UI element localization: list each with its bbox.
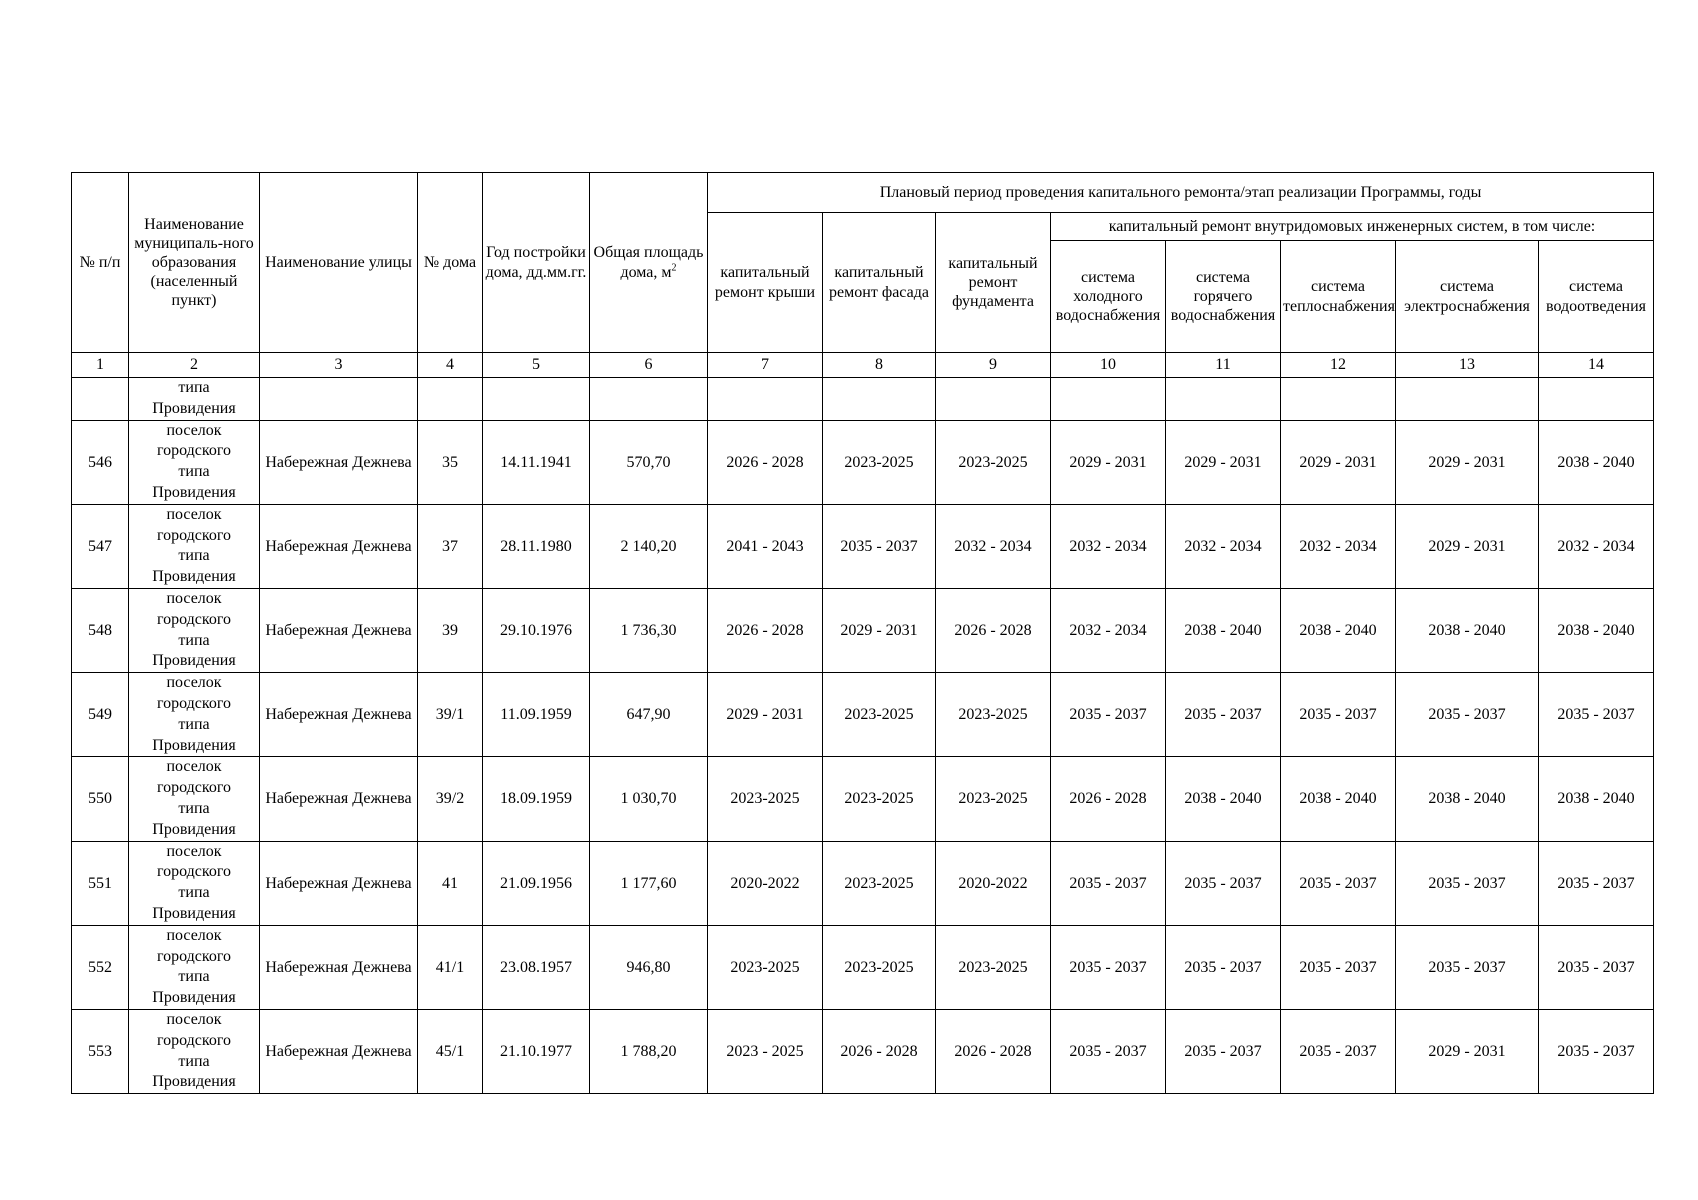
cell-total-area: 1 030,70 (590, 757, 708, 841)
cell-facade-repair: 2023-2025 (823, 925, 936, 1009)
municipality-line: городского (156, 1031, 232, 1049)
municipality-line: городского (156, 610, 232, 628)
cell-hot-water: 2032 - 2034 (1166, 504, 1281, 588)
cell-sewer: 2035 - 2037 (1539, 1009, 1654, 1093)
continuation-cell (72, 378, 129, 421)
cell-foundation-repair: 2032 - 2034 (936, 504, 1051, 588)
cell-total-area: 1 177,60 (590, 841, 708, 925)
cell-facade-repair: 2023-2025 (823, 841, 936, 925)
cell-cold-water: 2032 - 2034 (1051, 504, 1166, 588)
header-total-area (590, 173, 708, 353)
cell-total-area: 647,90 (590, 673, 708, 757)
municipality-line: типа (178, 968, 210, 986)
municipality-line: Провидения (152, 399, 236, 417)
cell-total-area: 946,80 (590, 925, 708, 1009)
cell-hot-water: 2035 - 2037 (1166, 673, 1281, 757)
municipality-line: типа (178, 715, 210, 733)
cell-build-year: 18.09.1959 (483, 757, 590, 841)
header-cold-water: система холодного водоснабжения (1051, 241, 1166, 353)
cell-electric: 2029 - 2031 (1396, 420, 1539, 504)
cell-sewer: 2038 - 2040 (1539, 757, 1654, 841)
cell-heating: 2032 - 2034 (1281, 504, 1396, 588)
header-no: № п/п (72, 173, 129, 353)
cell-roof-repair: 2041 - 2043 (708, 504, 823, 588)
municipality-line: Провидения (152, 652, 236, 670)
cell-house-number: 45/1 (418, 1009, 483, 1093)
cell-sewer: 2035 - 2037 (1539, 673, 1654, 757)
cell-hot-water: 2038 - 2040 (1166, 757, 1281, 841)
cell-foundation-repair: 2023-2025 (936, 925, 1051, 1009)
cell-roof-repair: 2023-2025 (708, 925, 823, 1009)
header-total-area-superscript: 2 (671, 262, 677, 274)
column-number: 12 (1281, 353, 1396, 378)
municipality-line: городского (156, 442, 232, 460)
continuation-cell (418, 378, 483, 421)
cell-total-area: 570,70 (590, 420, 708, 504)
cell-cold-water: 2029 - 2031 (1051, 420, 1166, 504)
cell-roof-repair: 2026 - 2028 (708, 420, 823, 504)
column-number: 11 (1166, 353, 1281, 378)
column-number: 14 (1539, 353, 1654, 378)
cell-house-number: 41 (418, 841, 483, 925)
cell-row-number: 548 (72, 588, 129, 672)
cell-hot-water: 2035 - 2037 (1166, 1009, 1281, 1093)
cell-foundation-repair: 2023-2025 (936, 757, 1051, 841)
continuation-cell (823, 378, 936, 421)
continuation-cell (590, 378, 708, 421)
municipality-line: типа (178, 631, 210, 649)
cell-roof-repair: 2026 - 2028 (708, 588, 823, 672)
column-number: 3 (260, 353, 418, 378)
municipality-line: поселок (166, 926, 222, 944)
continuation-cell (936, 378, 1051, 421)
cell-municipality (129, 420, 260, 504)
cell-street: Набережная Дежнева (260, 673, 418, 757)
cell-total-area: 2 140,20 (590, 504, 708, 588)
municipality-line: поселок (166, 758, 222, 776)
cell-cold-water: 2035 - 2037 (1051, 925, 1166, 1009)
continuation-cell (260, 378, 418, 421)
column-number: 4 (418, 353, 483, 378)
cell-hot-water: 2038 - 2040 (1166, 588, 1281, 672)
cell-foundation-repair: 2026 - 2028 (936, 588, 1051, 672)
cell-row-number: 549 (72, 673, 129, 757)
cell-facade-repair: 2023-2025 (823, 757, 936, 841)
cell-municipality (129, 757, 260, 841)
column-number: 2 (129, 353, 260, 378)
header-total-area-label: Общая площадь дома, м (593, 244, 704, 281)
header-house-number: № дома (418, 173, 483, 353)
header-facade-repair: капитальный ремонт фасада (823, 213, 936, 353)
cell-house-number: 39/1 (418, 673, 483, 757)
municipality-line: Провидения (152, 989, 236, 1007)
cell-foundation-repair: 2023-2025 (936, 420, 1051, 504)
municipality-line: городского (156, 779, 232, 797)
table-row (72, 504, 1654, 588)
cell-total-area: 1 736,30 (590, 588, 708, 672)
cell-facade-repair: 2035 - 2037 (823, 504, 936, 588)
municipality-line: поселок (166, 674, 222, 692)
header-hot-water: система горячего водоснабжения (1166, 241, 1281, 353)
municipality-line: Провидения (152, 568, 236, 586)
table-row (72, 1009, 1654, 1093)
cell-municipality (129, 841, 260, 925)
municipality-line: Провидения (152, 483, 236, 501)
cell-street: Набережная Дежнева (260, 420, 418, 504)
cell-street: Набережная Дежнева (260, 1009, 418, 1093)
cell-foundation-repair: 2020-2022 (936, 841, 1051, 925)
cell-build-year: 23.08.1957 (483, 925, 590, 1009)
cell-foundation-repair: 2026 - 2028 (936, 1009, 1051, 1093)
cell-heating: 2038 - 2040 (1281, 757, 1396, 841)
cell-facade-repair: 2026 - 2028 (823, 1009, 936, 1093)
cell-sewer: 2032 - 2034 (1539, 504, 1654, 588)
cell-row-number: 552 (72, 925, 129, 1009)
header-foundation-repair: капитальный ремонт фундамента (936, 213, 1051, 353)
cell-hot-water: 2035 - 2037 (1166, 925, 1281, 1009)
continuation-cell (1051, 378, 1166, 421)
column-number: 10 (1051, 353, 1166, 378)
cell-roof-repair: 2023 - 2025 (708, 1009, 823, 1093)
cell-hot-water: 2029 - 2031 (1166, 420, 1281, 504)
municipality-line: поселок (166, 421, 222, 439)
continuation-cell (483, 378, 590, 421)
cell-heating: 2035 - 2037 (1281, 673, 1396, 757)
table-row (72, 757, 1654, 841)
cell-cold-water: 2035 - 2037 (1051, 673, 1166, 757)
table-row (72, 420, 1654, 504)
municipality-line: типа (178, 379, 210, 396)
cell-house-number: 39 (418, 588, 483, 672)
cell-hot-water: 2035 - 2037 (1166, 841, 1281, 925)
cell-street: Набережная Дежнева (260, 925, 418, 1009)
cell-heating: 2035 - 2037 (1281, 841, 1396, 925)
cell-municipality (129, 504, 260, 588)
capital-repair-table (71, 172, 1654, 1094)
municipality-line: типа (178, 547, 210, 565)
municipality-line: типа (178, 463, 210, 481)
continuation-cell (1166, 378, 1281, 421)
municipality-line: типа (178, 884, 210, 902)
cell-foundation-repair: 2023-2025 (936, 673, 1051, 757)
cell-heating: 2035 - 2037 (1281, 1009, 1396, 1093)
cell-electric: 2029 - 2031 (1396, 504, 1539, 588)
cell-cold-water: 2026 - 2028 (1051, 757, 1166, 841)
cell-facade-repair: 2023-2025 (823, 673, 936, 757)
header-roof-repair: капитальный ремонт крыши (708, 213, 823, 353)
header-row-main (72, 173, 1654, 213)
continuation-row (72, 378, 1654, 421)
cell-heating: 2038 - 2040 (1281, 588, 1396, 672)
cell-sewer: 2035 - 2037 (1539, 925, 1654, 1009)
municipality-line: городского (156, 694, 232, 712)
cell-row-number: 550 (72, 757, 129, 841)
municipality-line: городского (156, 863, 232, 881)
municipality-line: городского (156, 947, 232, 965)
header-electric: система электроснабжения (1396, 241, 1539, 353)
header-street: Наименование улицы (260, 173, 418, 353)
cell-facade-repair: 2029 - 2031 (823, 588, 936, 672)
cell-house-number: 41/1 (418, 925, 483, 1009)
cell-street: Набережная Дежнева (260, 504, 418, 588)
cell-electric: 2038 - 2040 (1396, 588, 1539, 672)
cell-street: Набережная Дежнева (260, 757, 418, 841)
cell-build-year: 21.10.1977 (483, 1009, 590, 1093)
table-row (72, 841, 1654, 925)
column-number: 9 (936, 353, 1051, 378)
column-number: 5 (483, 353, 590, 378)
cell-build-year: 14.11.1941 (483, 420, 590, 504)
cell-row-number: 553 (72, 1009, 129, 1093)
cell-roof-repair: 2023-2025 (708, 757, 823, 841)
cell-electric: 2038 - 2040 (1396, 757, 1539, 841)
cell-row-number: 547 (72, 504, 129, 588)
municipality-line: поселок (166, 589, 222, 607)
municipality-line: Провидения (152, 904, 236, 922)
cell-build-year: 21.09.1956 (483, 841, 590, 925)
continuation-cell (708, 378, 823, 421)
cell-roof-repair: 2020-2022 (708, 841, 823, 925)
cell-total-area: 1 788,20 (590, 1009, 708, 1093)
municipality-line: типа (178, 1052, 210, 1070)
cell-electric: 2035 - 2037 (1396, 925, 1539, 1009)
column-number: 8 (823, 353, 936, 378)
cell-electric: 2029 - 2031 (1396, 1009, 1539, 1093)
column-number: 6 (590, 353, 708, 378)
table-row (72, 925, 1654, 1009)
municipality-line: Провидения (152, 736, 236, 754)
cell-facade-repair: 2023-2025 (823, 420, 936, 504)
cell-cold-water: 2032 - 2034 (1051, 588, 1166, 672)
table-row (72, 673, 1654, 757)
cell-municipality (129, 588, 260, 672)
municipality-line: Провидения (152, 820, 236, 838)
header-sewer: система водоотведения (1539, 241, 1654, 353)
cell-house-number: 39/2 (418, 757, 483, 841)
cell-street: Набережная Дежнева (260, 841, 418, 925)
header-planned-period: Плановый период проведения капитального ремонта/этап реализации Программы, годы (708, 173, 1654, 213)
cell-cold-water: 2035 - 2037 (1051, 841, 1166, 925)
table-body (72, 378, 1654, 1094)
cell-row-number: 551 (72, 841, 129, 925)
municipality-line: поселок (166, 1010, 222, 1028)
column-number: 1 (72, 353, 129, 378)
municipality-line: поселок (166, 505, 222, 523)
column-number-row (72, 353, 1654, 378)
municipality-line: типа (178, 799, 210, 817)
cell-build-year: 11.09.1959 (483, 673, 590, 757)
continuation-cell (1539, 378, 1654, 421)
cell-municipality (129, 673, 260, 757)
cell-heating: 2035 - 2037 (1281, 925, 1396, 1009)
cell-row-number: 546 (72, 420, 129, 504)
continuation-cell (1281, 378, 1396, 421)
cell-house-number: 35 (418, 420, 483, 504)
municipality-line: поселок (166, 842, 222, 860)
cell-sewer: 2035 - 2037 (1539, 841, 1654, 925)
column-number: 13 (1396, 353, 1539, 378)
header-engineering-systems: капитальный ремонт внутридомовых инженерных систем, в том числе: (1051, 213, 1654, 241)
continuation-municipality (129, 378, 260, 421)
header-build-year: Год постройки дома, дд.мм.гг. (483, 173, 590, 353)
cell-sewer: 2038 - 2040 (1539, 588, 1654, 672)
cell-municipality (129, 1009, 260, 1093)
cell-heating: 2029 - 2031 (1281, 420, 1396, 504)
cell-build-year: 29.10.1976 (483, 588, 590, 672)
cell-house-number: 37 (418, 504, 483, 588)
header-municipality: Наименование муниципаль-ного образования (населенный пункт) (129, 173, 260, 353)
cell-electric: 2035 - 2037 (1396, 673, 1539, 757)
cell-build-year: 28.11.1980 (483, 504, 590, 588)
table-row (72, 588, 1654, 672)
cell-sewer: 2038 - 2040 (1539, 420, 1654, 504)
cell-street: Набережная Дежнева (260, 588, 418, 672)
column-number: 7 (708, 353, 823, 378)
continuation-cell (1396, 378, 1539, 421)
cell-electric: 2035 - 2037 (1396, 841, 1539, 925)
municipality-line: городского (156, 526, 232, 544)
cell-cold-water: 2035 - 2037 (1051, 1009, 1166, 1093)
cell-municipality (129, 925, 260, 1009)
municipality-line: Провидения (152, 1073, 236, 1091)
header-heating: система теплоснабжения (1281, 241, 1396, 353)
cell-roof-repair: 2029 - 2031 (708, 673, 823, 757)
